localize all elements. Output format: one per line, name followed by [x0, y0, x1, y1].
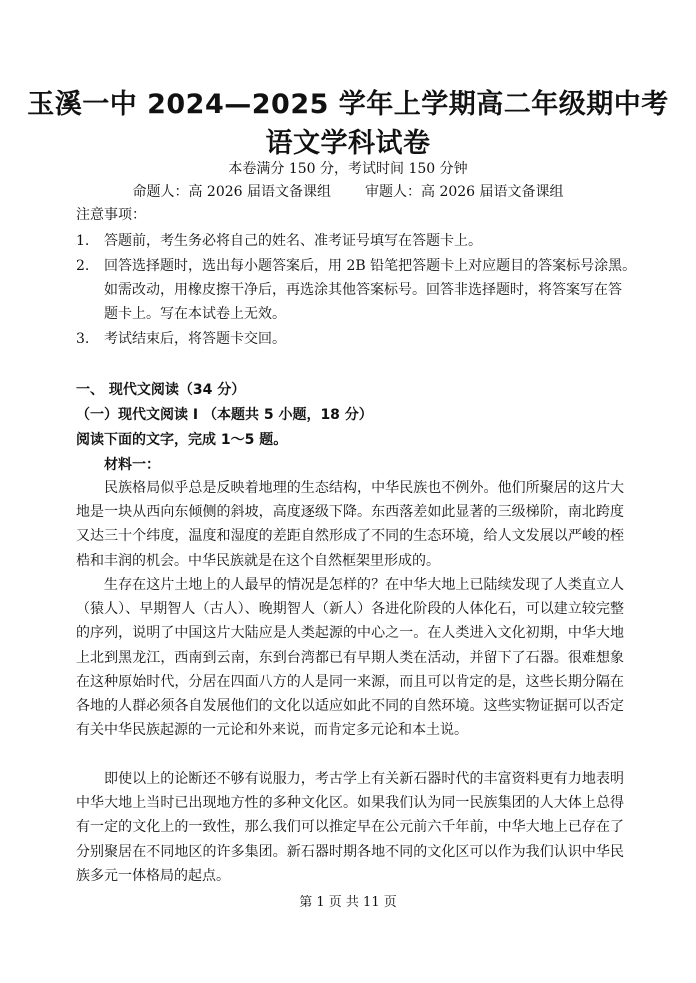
note-number: 1. — [76, 233, 90, 249]
note-item-2-cont: 题卡上。写在本试卷上无效。 — [104, 306, 286, 322]
note-text: 答题前，考生务必将自己的姓名、准考证号填写在答题卡上。 — [104, 233, 482, 249]
note-item-1 — [76, 230, 482, 250]
paragraph-text: 即使以上的论断还不够有说服力，考古学上有关新石器时代的丰富资料更有力地表明中华大地上当时已出现地方性的多种文化区。如果我们认为同一民族集团的人大体上总得有一定的文化上的一致性，那么我们可以推定早在公元前六千年前，中华大地上已存在了分别聚居在不同地区的许多集团。新石器时期各地不同的文化区可以作为我们认识中华民族多元一体格局的起点。 — [76, 771, 624, 884]
reviewer-text: 审题人：高 2026 届语文备课组 — [365, 184, 564, 200]
note-number: 2. — [76, 258, 90, 274]
material-label: 材料一： — [104, 457, 160, 473]
exam-title: 玉溪一中 2024—2025 学年上学期高二年级期中考 — [27, 89, 669, 120]
reading-instruction: 阅读下面的文字，完成 1～5 题。 — [76, 432, 288, 448]
exam-authors — [0, 181, 696, 201]
author-text: 命题人：高 2026 届语文备课组 — [132, 184, 331, 200]
section-subheading: （一）现代文阅读 I （本题共 5 小题，18 分） — [76, 407, 373, 423]
paragraph-text: 民族格局似乎总是反映着地理的生态结构，中华民族也不例外。他们所聚居的这片大地是一块从西向东倾侧的斜坡，高度逐级下降。东西落差如此显著的三级梯阶，南北跨度又达三十个纬度，温度和湿度的差距自然形成了不同的生态环境，给人文发展以严峻的桎梏和丰润的机会。中华民族就是在这个自然框架里形成的。 — [76, 480, 624, 569]
exam-subtitle: 语文学科试卷 — [265, 128, 431, 159]
notes-heading: 注意事项： — [76, 207, 146, 223]
paragraph-text: 生存在这片土地上的人最早的情况是怎样的？在中华大地上已陆续发现了人类直立人（猿人）、早期智人（古人）、晚期智人（新人）各进化阶段的人体化石，可以建立较完整的序列，说明了中国这片大陆应是人类起源的中心之一。在人类进入文化初期，中华大地上北到黑龙江，西南到云南，东到台湾都已有早期人类在活动，并留下了石器。很难想象在这种原始时代，分居在四面八方的人是同一来源，而且可以肯定的是，这些长期分隔在各地的人群必须各自发展他们的文化以适应如此不同的自然环境。这些实物证据可以否定有关中华民族起源的一元论和外来说，而肯定多元论和本土说。 — [76, 577, 624, 739]
note-number: 3. — [76, 331, 90, 347]
paragraph-3 — [76, 767, 624, 888]
note-text: 考试结束后，将答题卡交回。 — [104, 331, 286, 347]
paragraph-1 — [76, 476, 624, 573]
paragraph-2 — [76, 573, 624, 742]
exam-score-time: 本卷满分 150 分，考试时间 150 分钟 — [228, 161, 468, 177]
section-heading: 一、 现代文阅读（34 分） — [76, 382, 246, 398]
page-footer: 第 1 页 共 11 页 — [299, 895, 397, 910]
note-item-2 — [76, 255, 636, 275]
note-item-3 — [76, 328, 286, 348]
note-text: 回答选择题时，选出每小题答案后，用 2B 铅笔把答题卡上对应题目的答案标号涂黑。 — [104, 258, 637, 274]
note-item-2-cont: 如需改动，用橡皮擦干净后，再选涂其他答案标号。回答非选择题时，将答案写在答 — [104, 282, 622, 298]
